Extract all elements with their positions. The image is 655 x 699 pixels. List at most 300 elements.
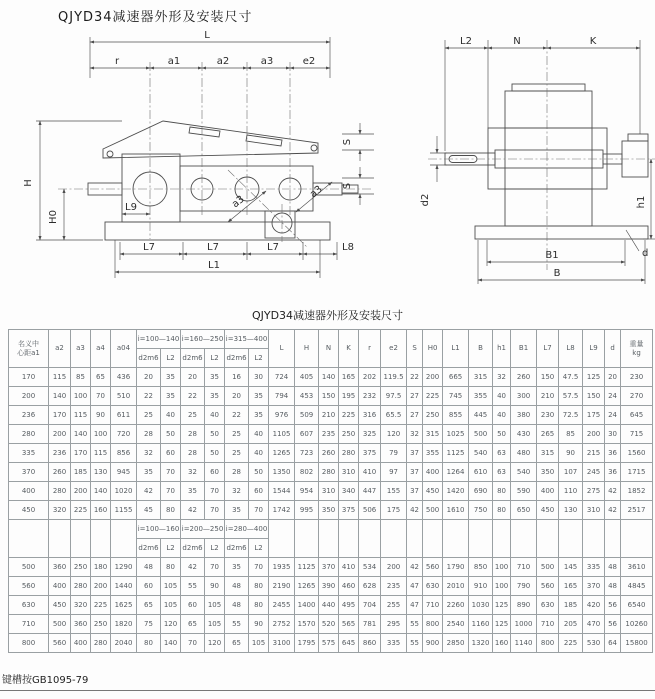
dim-label-K: K: [589, 36, 597, 47]
table-cell: 1020: [111, 482, 137, 501]
table-cell: 250: [339, 425, 359, 444]
table-cell: 280: [319, 463, 339, 482]
table-cell: 105: [205, 596, 225, 615]
table-cell: 560: [9, 577, 49, 596]
table-cell: 47: [407, 577, 423, 596]
table-cell: 200: [91, 577, 111, 596]
table-cell: 235: [381, 577, 407, 596]
col-header-B1: B1: [511, 330, 537, 368]
table-cell: 175: [381, 501, 407, 520]
table-cell: 235: [319, 425, 339, 444]
table-cell: 255: [381, 596, 407, 615]
table-cell: 250: [423, 406, 443, 425]
dim-label-L2: L2: [460, 36, 472, 47]
table-cell: 310: [583, 501, 605, 520]
dim-label-B: B: [553, 268, 561, 279]
table-cell: 90: [91, 406, 111, 425]
table-cell: 390: [319, 577, 339, 596]
table-cell: 300: [511, 387, 537, 406]
table-cell: 32: [493, 368, 511, 387]
table-cell: 560: [537, 577, 559, 596]
table-cell: 35: [137, 463, 161, 482]
table-cell: 450: [49, 596, 71, 615]
col-header-a4: a4: [91, 330, 111, 368]
table-cell: 115: [91, 444, 111, 463]
table-cell: 30: [249, 368, 269, 387]
table-cell: 65: [181, 615, 205, 634]
table-cell: 2455: [269, 596, 295, 615]
table-cell: 16: [225, 368, 249, 387]
table-cell: 530: [583, 634, 605, 653]
table-cell: 1160: [469, 615, 493, 634]
table-cell: 155: [381, 482, 407, 501]
bottom-rule: [0, 690, 655, 691]
table-cell: 794: [269, 387, 295, 406]
table-cell: 355: [469, 387, 493, 406]
table-cell: 120: [161, 615, 181, 634]
table-cell: 200: [583, 425, 605, 444]
table-cell: 40: [493, 387, 511, 406]
col-header-L2: L2: [161, 349, 181, 368]
table-cell: 22: [137, 387, 161, 406]
table-cell: 35: [205, 387, 225, 406]
table-cell: 35: [161, 387, 181, 406]
ratio-group-header: i=200—250: [181, 520, 225, 539]
table-cell: 510: [111, 387, 137, 406]
table-cell: 35: [249, 387, 269, 406]
table-cell: 410: [359, 463, 381, 482]
table-cell: 1265: [269, 444, 295, 463]
table-cell: 42: [181, 558, 205, 577]
table-cell: 70: [249, 501, 269, 520]
table-cell: 47: [407, 596, 423, 615]
table-cell: 130: [91, 463, 111, 482]
table-cell: 64: [605, 634, 621, 653]
table-cell: 22: [225, 406, 249, 425]
table-cell: 509: [295, 406, 319, 425]
table-cell: 802: [295, 463, 319, 482]
table-cell: 6540: [621, 596, 653, 615]
table-cell: 800: [537, 634, 559, 653]
table-cell: 24: [605, 406, 621, 425]
table-cell: 500: [49, 615, 71, 634]
table-cell: 50: [249, 463, 269, 482]
table-cell: 56: [605, 596, 621, 615]
table-cell: 42: [407, 501, 423, 520]
col-header-B: B: [469, 330, 493, 368]
table-cell: 170: [49, 406, 71, 425]
col-header-weight: 重量 kg: [621, 330, 653, 368]
table-cell: 60: [205, 463, 225, 482]
table-cell: 500: [423, 501, 443, 520]
empty-cell: [559, 520, 583, 558]
table-cell: 232: [359, 387, 381, 406]
table-cell: 63: [493, 463, 511, 482]
table-cell: 70: [205, 558, 225, 577]
empty-cell: [91, 520, 111, 558]
table-row: [9, 463, 653, 482]
table-cell: 316: [359, 406, 381, 425]
table-cell: 440: [319, 596, 339, 615]
table-cell: 70: [249, 558, 269, 577]
dim-label-a1: a1: [167, 56, 181, 67]
table-cell: 335: [381, 634, 407, 653]
table-cell: 3100: [269, 634, 295, 653]
table-cell: 436: [111, 368, 137, 387]
table-cell: 710: [423, 596, 443, 615]
table-cell: 1320: [469, 634, 493, 653]
table-cell: 57.5: [559, 387, 583, 406]
table-cell: 1025: [443, 425, 469, 444]
col-header-e2: e2: [381, 330, 407, 368]
table-cell: 310: [319, 482, 339, 501]
empty-cell: [359, 520, 381, 558]
table-cell: 370: [583, 577, 605, 596]
table-cell: 610: [469, 463, 493, 482]
table-cell: 370: [9, 463, 49, 482]
table-cell: 360: [71, 615, 91, 634]
table-cell: 90: [249, 615, 269, 634]
table-cell: 25: [225, 444, 249, 463]
table-cell: 450: [9, 501, 49, 520]
table-cell: 380: [511, 406, 537, 425]
table-cell: 400: [9, 482, 49, 501]
table-cell: 910: [469, 577, 493, 596]
table-cell: 35: [205, 368, 225, 387]
table-cell: 2540: [443, 615, 469, 634]
col-header-H0: H0: [423, 330, 443, 368]
col-header-L8: L8: [559, 330, 583, 368]
table-cell: 35: [225, 558, 249, 577]
dim-label-L7c: L7: [267, 242, 279, 253]
table-cell: 315: [537, 444, 559, 463]
table-cell: 24: [605, 387, 621, 406]
table-cell: 260: [511, 368, 537, 387]
table-cell: 710: [511, 558, 537, 577]
table-cell: 645: [621, 406, 653, 425]
table-cell: 225: [91, 596, 111, 615]
table-cell: 2517: [621, 501, 653, 520]
table-cell: 202: [359, 368, 381, 387]
table-cell: 165: [559, 577, 583, 596]
table-cell: 140: [319, 368, 339, 387]
col-header-L7: L7: [537, 330, 559, 368]
table-cell: 35: [181, 482, 205, 501]
table-row: [9, 634, 653, 653]
table-cell: 800: [9, 634, 49, 653]
table-cell: 225: [559, 634, 583, 653]
table-cell: 60: [249, 482, 269, 501]
table-cell: 45: [137, 501, 161, 520]
table-cell: 225: [71, 501, 91, 520]
footnote: 键槽按GB1095-79: [2, 675, 89, 686]
dim-label-H0: H0: [48, 210, 59, 224]
table-cell: 125: [583, 368, 605, 387]
table-cell: 534: [359, 558, 381, 577]
table-cell: 40: [493, 406, 511, 425]
col-header-d: d: [605, 330, 621, 368]
table-row: [9, 406, 653, 425]
table-cell: 75: [137, 615, 161, 634]
table-cell: 115: [71, 406, 91, 425]
ratio-group-header: i=160—250: [181, 330, 225, 349]
table-cell: 140: [161, 634, 181, 653]
table-cell: 160: [493, 634, 511, 653]
table-cell: 710: [537, 615, 559, 634]
empty-cell: [605, 520, 621, 558]
table-cell: 48: [225, 596, 249, 615]
empty-cell: [493, 520, 511, 558]
table-cell: 42: [605, 482, 621, 501]
table-cell: 20: [181, 368, 205, 387]
table-cell: 150: [583, 387, 605, 406]
table-cell: 80: [249, 596, 269, 615]
col-header-h1: h1: [493, 330, 511, 368]
table-cell: 40: [205, 406, 225, 425]
table-cell: 65.5: [381, 406, 407, 425]
dimension-table: [8, 329, 653, 653]
col-header-L2: L2: [205, 349, 225, 368]
table-cell: 170: [9, 368, 49, 387]
table-cell: 97: [381, 463, 407, 482]
table-row: [9, 596, 653, 615]
table-cell: 230: [537, 406, 559, 425]
dim-label-L7a: L7: [143, 242, 155, 253]
table-cell: 70: [205, 482, 225, 501]
table-cell: 1610: [443, 501, 469, 520]
col-header-L2: L2: [205, 539, 225, 558]
table-cell: 236: [9, 406, 49, 425]
table-cell: 310: [339, 463, 359, 482]
table-cell: 79: [381, 444, 407, 463]
table-cell: 1030: [469, 596, 493, 615]
table-cell: 195: [339, 387, 359, 406]
side-view: [23, 30, 374, 278]
table-cell: 320: [49, 501, 71, 520]
table-cell: 480: [511, 444, 537, 463]
table-cell: 450: [423, 482, 443, 501]
table-cell: 1795: [295, 634, 319, 653]
dim-label-a3-diag-left: a3: [230, 193, 247, 211]
table-cell: 265: [537, 425, 559, 444]
table-cell: 890: [511, 596, 537, 615]
ratio-group-header: i=280—400: [225, 520, 269, 539]
table-cell: 645: [339, 634, 359, 653]
table-cell: 1290: [111, 558, 137, 577]
col-header-d2m6: d2m6: [137, 539, 161, 558]
table-cell: 36: [605, 463, 621, 482]
table-cell: 37: [407, 444, 423, 463]
dim-label-h1: h1: [636, 195, 647, 209]
table-cell: 20: [137, 368, 161, 387]
table-cell: 2260: [443, 596, 469, 615]
table-cell: 65: [225, 634, 249, 653]
ratio-group-header: i=315—400: [225, 330, 269, 349]
table-cell: 1105: [269, 425, 295, 444]
table-cell: 30: [605, 425, 621, 444]
table-cell: 120: [381, 425, 407, 444]
table-cell: 119.5: [381, 368, 407, 387]
table-cell: 350: [537, 463, 559, 482]
table-cell: 506: [359, 501, 381, 520]
table-cell: 800: [423, 615, 443, 634]
table-cell: 42: [181, 501, 205, 520]
table-cell: 270: [621, 387, 653, 406]
table-cell: 590: [511, 482, 537, 501]
table-cell: 236: [49, 444, 71, 463]
dim-label-r: r: [114, 56, 120, 67]
table-cell: 1560: [621, 444, 653, 463]
dim-label-L9: L9: [125, 202, 137, 213]
table-cell: 200: [49, 425, 71, 444]
table-cell: 80: [161, 558, 181, 577]
table-cell: 80: [493, 482, 511, 501]
table-cell: 160: [91, 501, 111, 520]
dim-label-d: d: [642, 248, 649, 259]
table-cell: 400: [71, 634, 91, 653]
dim-label-L8: L8: [342, 242, 354, 253]
table-row: [9, 558, 653, 577]
col-header-a1: 名义中 心距a1: [9, 330, 49, 368]
table-cell: 630: [537, 596, 559, 615]
table-cell: 575: [319, 634, 339, 653]
table-cell: 42: [407, 558, 423, 577]
table-cell: 200: [423, 368, 443, 387]
table-cell: 1852: [621, 482, 653, 501]
table-cell: 48: [137, 558, 161, 577]
table-cell: 995: [295, 501, 319, 520]
table-cell: 165: [339, 368, 359, 387]
table-cell: 790: [511, 577, 537, 596]
table-cell: 355: [423, 444, 443, 463]
table-cell: 145: [559, 558, 583, 577]
table-cell: 90: [559, 444, 583, 463]
table-cell: 280: [91, 634, 111, 653]
table-cell: 2752: [269, 615, 295, 634]
table-cell: 65: [91, 368, 111, 387]
table-cell: 781: [359, 615, 381, 634]
dim-label-L1: L1: [208, 260, 220, 271]
col-header-d2m6: d2m6: [181, 349, 205, 368]
table-cell: 32: [181, 463, 205, 482]
table-cell: 36: [605, 444, 621, 463]
table-cell: 260: [49, 463, 71, 482]
col-header-d2m6: d2m6: [137, 349, 161, 368]
dim-label-L: L: [204, 30, 210, 41]
dim-label-L7b: L7: [207, 242, 219, 253]
table-cell: 15800: [621, 634, 653, 653]
empty-cell: [511, 520, 537, 558]
table-cell: 954: [295, 482, 319, 501]
empty-cell: [537, 520, 559, 558]
table-cell: 280: [339, 444, 359, 463]
empty-cell: [49, 520, 71, 558]
dim-label-e2: e2: [302, 56, 316, 67]
table-cell: 185: [71, 463, 91, 482]
table-cell: 85: [559, 425, 583, 444]
table-cell: 495: [339, 596, 359, 615]
table-cell: 375: [359, 444, 381, 463]
table-cell: 520: [319, 615, 339, 634]
table-cell: 125: [493, 596, 511, 615]
col-header-K: K: [339, 330, 359, 368]
table-cell: 28: [181, 425, 205, 444]
table-cell: 2010: [443, 577, 469, 596]
table-cell: 125: [493, 615, 511, 634]
table-cell: 25: [137, 406, 161, 425]
table-cell: 107: [559, 463, 583, 482]
table-cell: 447: [359, 482, 381, 501]
table-cell: 650: [511, 501, 537, 520]
table-cell: 200: [9, 387, 49, 406]
table-cell: 2190: [269, 577, 295, 596]
table-cell: 375: [339, 501, 359, 520]
table-cell: 80: [137, 634, 161, 653]
empty-cell: [443, 520, 469, 558]
table-cell: 2040: [111, 634, 137, 653]
table-cell: 350: [319, 501, 339, 520]
table-cell: 315: [469, 368, 493, 387]
table-cell: 500: [537, 558, 559, 577]
table-cell: 56: [605, 615, 621, 634]
table-cell: 1155: [111, 501, 137, 520]
table-cell: 150: [319, 387, 339, 406]
table-cell: 100: [493, 558, 511, 577]
empty-cell: [71, 520, 91, 558]
table-cell: 47.5: [559, 368, 583, 387]
table-cell: 170: [71, 444, 91, 463]
table-row: [9, 425, 653, 444]
table-cell: 260: [319, 444, 339, 463]
table-cell: 20: [225, 387, 249, 406]
table-cell: 40: [161, 406, 181, 425]
mid-header-row: [9, 520, 653, 539]
page-title: QJYD34减速器外形及安装尺寸: [58, 10, 253, 25]
table-cell: 630: [9, 596, 49, 615]
table-cell: 1420: [443, 482, 469, 501]
table-cell: 607: [295, 425, 319, 444]
table-cell: 28: [225, 463, 249, 482]
table-cell: 100: [71, 387, 91, 406]
empty-cell: [621, 520, 653, 558]
table-row: [9, 501, 653, 520]
table-cell: 60: [181, 596, 205, 615]
table-cell: 80: [249, 577, 269, 596]
table-cell: 1265: [295, 577, 319, 596]
table-cell: 35: [161, 368, 181, 387]
table-cell: 110: [559, 482, 583, 501]
table-cell: 70: [161, 463, 181, 482]
table-cell: 630: [423, 577, 443, 596]
table-cell: 340: [339, 482, 359, 501]
table-row: [9, 368, 653, 387]
table-cell: 225: [423, 387, 443, 406]
table-cell: 410: [339, 558, 359, 577]
table-cell: 370: [319, 558, 339, 577]
table-cell: 20: [605, 368, 621, 387]
table-cell: 140: [91, 482, 111, 501]
table-cell: 750: [469, 501, 493, 520]
empty-cell: [583, 520, 605, 558]
table-cell: 540: [511, 463, 537, 482]
table-cell: 150: [537, 368, 559, 387]
table-cell: 420: [583, 596, 605, 615]
table-cell: 976: [269, 406, 295, 425]
table-cell: 335: [583, 558, 605, 577]
table-cell: 180: [91, 558, 111, 577]
table-cell: 1125: [443, 444, 469, 463]
col-header-L9: L9: [583, 330, 605, 368]
